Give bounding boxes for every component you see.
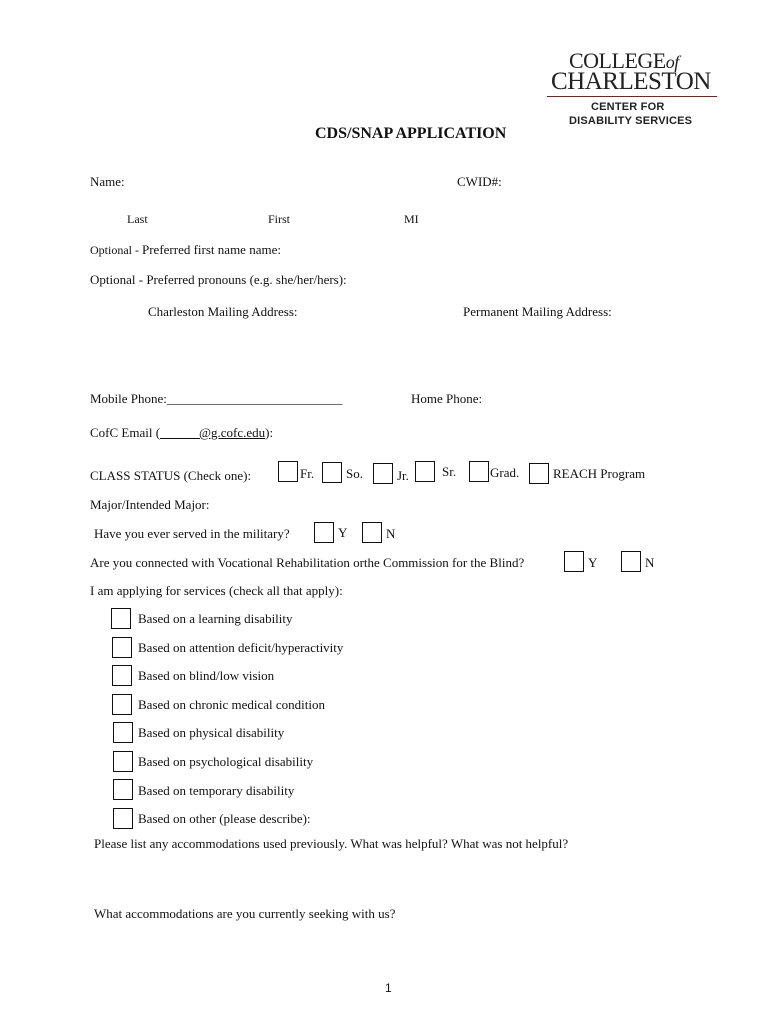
class-jr-checkbox[interactable]	[373, 463, 393, 484]
service-learning-checkbox[interactable]	[111, 608, 131, 629]
class-reach-label: REACH Program	[553, 466, 646, 481]
email-domain: ______@g.cofc.edu	[160, 425, 266, 440]
mobile-phone-line: ___________________________	[166, 391, 343, 406]
email-prefix: CofC Email (	[90, 425, 161, 440]
cwid-label: CWID#:	[457, 174, 502, 189]
class-sr-checkbox[interactable]	[415, 461, 435, 482]
class-grad-label: Grad.	[490, 465, 520, 480]
service-other-label: Based on other (please describe):	[138, 811, 311, 826]
service-temporary-label: Based on temporary disability	[138, 783, 295, 798]
pronouns-label: Optional - Preferred pronouns (e.g. she/her/hers):	[90, 272, 347, 287]
class-grad-checkbox[interactable]	[469, 461, 489, 482]
preferred-name-row	[90, 241, 281, 259]
charleston-address-label: Charleston Mailing Address:	[148, 304, 298, 319]
email-row	[90, 425, 273, 441]
first-name-caption: First	[268, 212, 291, 226]
optional-prefix: Optional -	[90, 243, 142, 257]
mobile-phone-row	[90, 391, 342, 407]
services-heading: I am applying for services (check all that apply):	[90, 583, 343, 598]
logo-line-college: COLLEGE	[569, 48, 666, 73]
class-reach-checkbox[interactable]	[529, 463, 549, 484]
major-label: Major/Intended Major:	[90, 497, 210, 512]
service-vision-checkbox[interactable]	[112, 665, 132, 686]
service-medical-label: Based on chronic medical condition	[138, 697, 326, 712]
preferred-name-label: Preferred first name name:	[142, 242, 281, 257]
previous-accommodations-question: Please list any accommodations used previously. What was helpful? What was not helpful?	[94, 836, 569, 851]
current-accommodations-question: What accommodations are you currently seeking with us?	[94, 906, 396, 921]
service-temporary-checkbox[interactable]	[113, 779, 133, 800]
mobile-phone-label: Mobile Phone:	[90, 391, 167, 406]
logo-rule	[547, 96, 717, 97]
service-psychological-label: Based on psychological disability	[138, 754, 314, 769]
logo-line-center-for: CENTER FOR	[591, 101, 665, 113]
class-sr-label: Sr.	[442, 464, 457, 479]
class-status-label: CLASS STATUS (Check one):	[90, 468, 252, 483]
logo-line-of: of	[665, 52, 679, 72]
class-fr-checkbox[interactable]	[278, 461, 298, 482]
last-name-caption: Last	[127, 212, 148, 226]
permanent-address-label: Permanent Mailing Address:	[463, 304, 612, 319]
name-label: Name:	[90, 174, 125, 189]
email-suffix: ):	[265, 425, 274, 440]
service-learning-label: Based on a learning disability	[138, 611, 293, 626]
service-other-checkbox[interactable]	[113, 808, 133, 829]
home-phone-label: Home Phone:	[411, 391, 483, 406]
military-no-label: N	[386, 526, 396, 541]
mi-caption: MI	[404, 212, 419, 226]
page-number: 1	[385, 981, 392, 995]
class-fr-label: Fr.	[300, 466, 315, 481]
voc-rehab-no-label: N	[645, 555, 655, 570]
service-medical-checkbox[interactable]	[112, 694, 132, 715]
service-vision-label: Based on blind/low vision	[138, 668, 275, 683]
military-no-checkbox[interactable]	[362, 522, 382, 543]
service-physical-label: Based on physical disability	[138, 725, 285, 740]
service-psychological-checkbox[interactable]	[113, 751, 133, 772]
voc-rehab-yes-label: Y	[588, 555, 598, 570]
military-yes-label: Y	[338, 525, 348, 540]
class-so-checkbox[interactable]	[322, 462, 342, 483]
service-attention-checkbox[interactable]	[112, 637, 132, 658]
college-of-charleston-logo	[547, 50, 719, 130]
service-attention-label: Based on attention deficit/hyperactivity	[138, 640, 344, 655]
military-yes-checkbox[interactable]	[314, 522, 334, 543]
voc-rehab-no-checkbox[interactable]	[621, 551, 641, 572]
logo-line-disability-services: DISABILITY SERVICES	[569, 115, 693, 127]
service-physical-checkbox[interactable]	[113, 722, 133, 743]
class-so-label: So.	[346, 466, 363, 481]
military-question: Have you ever served in the military?	[94, 526, 290, 541]
voc-rehab-yes-checkbox[interactable]	[564, 551, 584, 572]
logo-line-charleston: CHARLESTON	[551, 68, 711, 95]
page-title: CDS/SNAP APPLICATION	[315, 125, 507, 142]
voc-rehab-question: Are you connected with Vocational Rehabilitation orthe Commission for the Blind?	[90, 555, 525, 570]
class-jr-label: Jr.	[397, 468, 409, 483]
